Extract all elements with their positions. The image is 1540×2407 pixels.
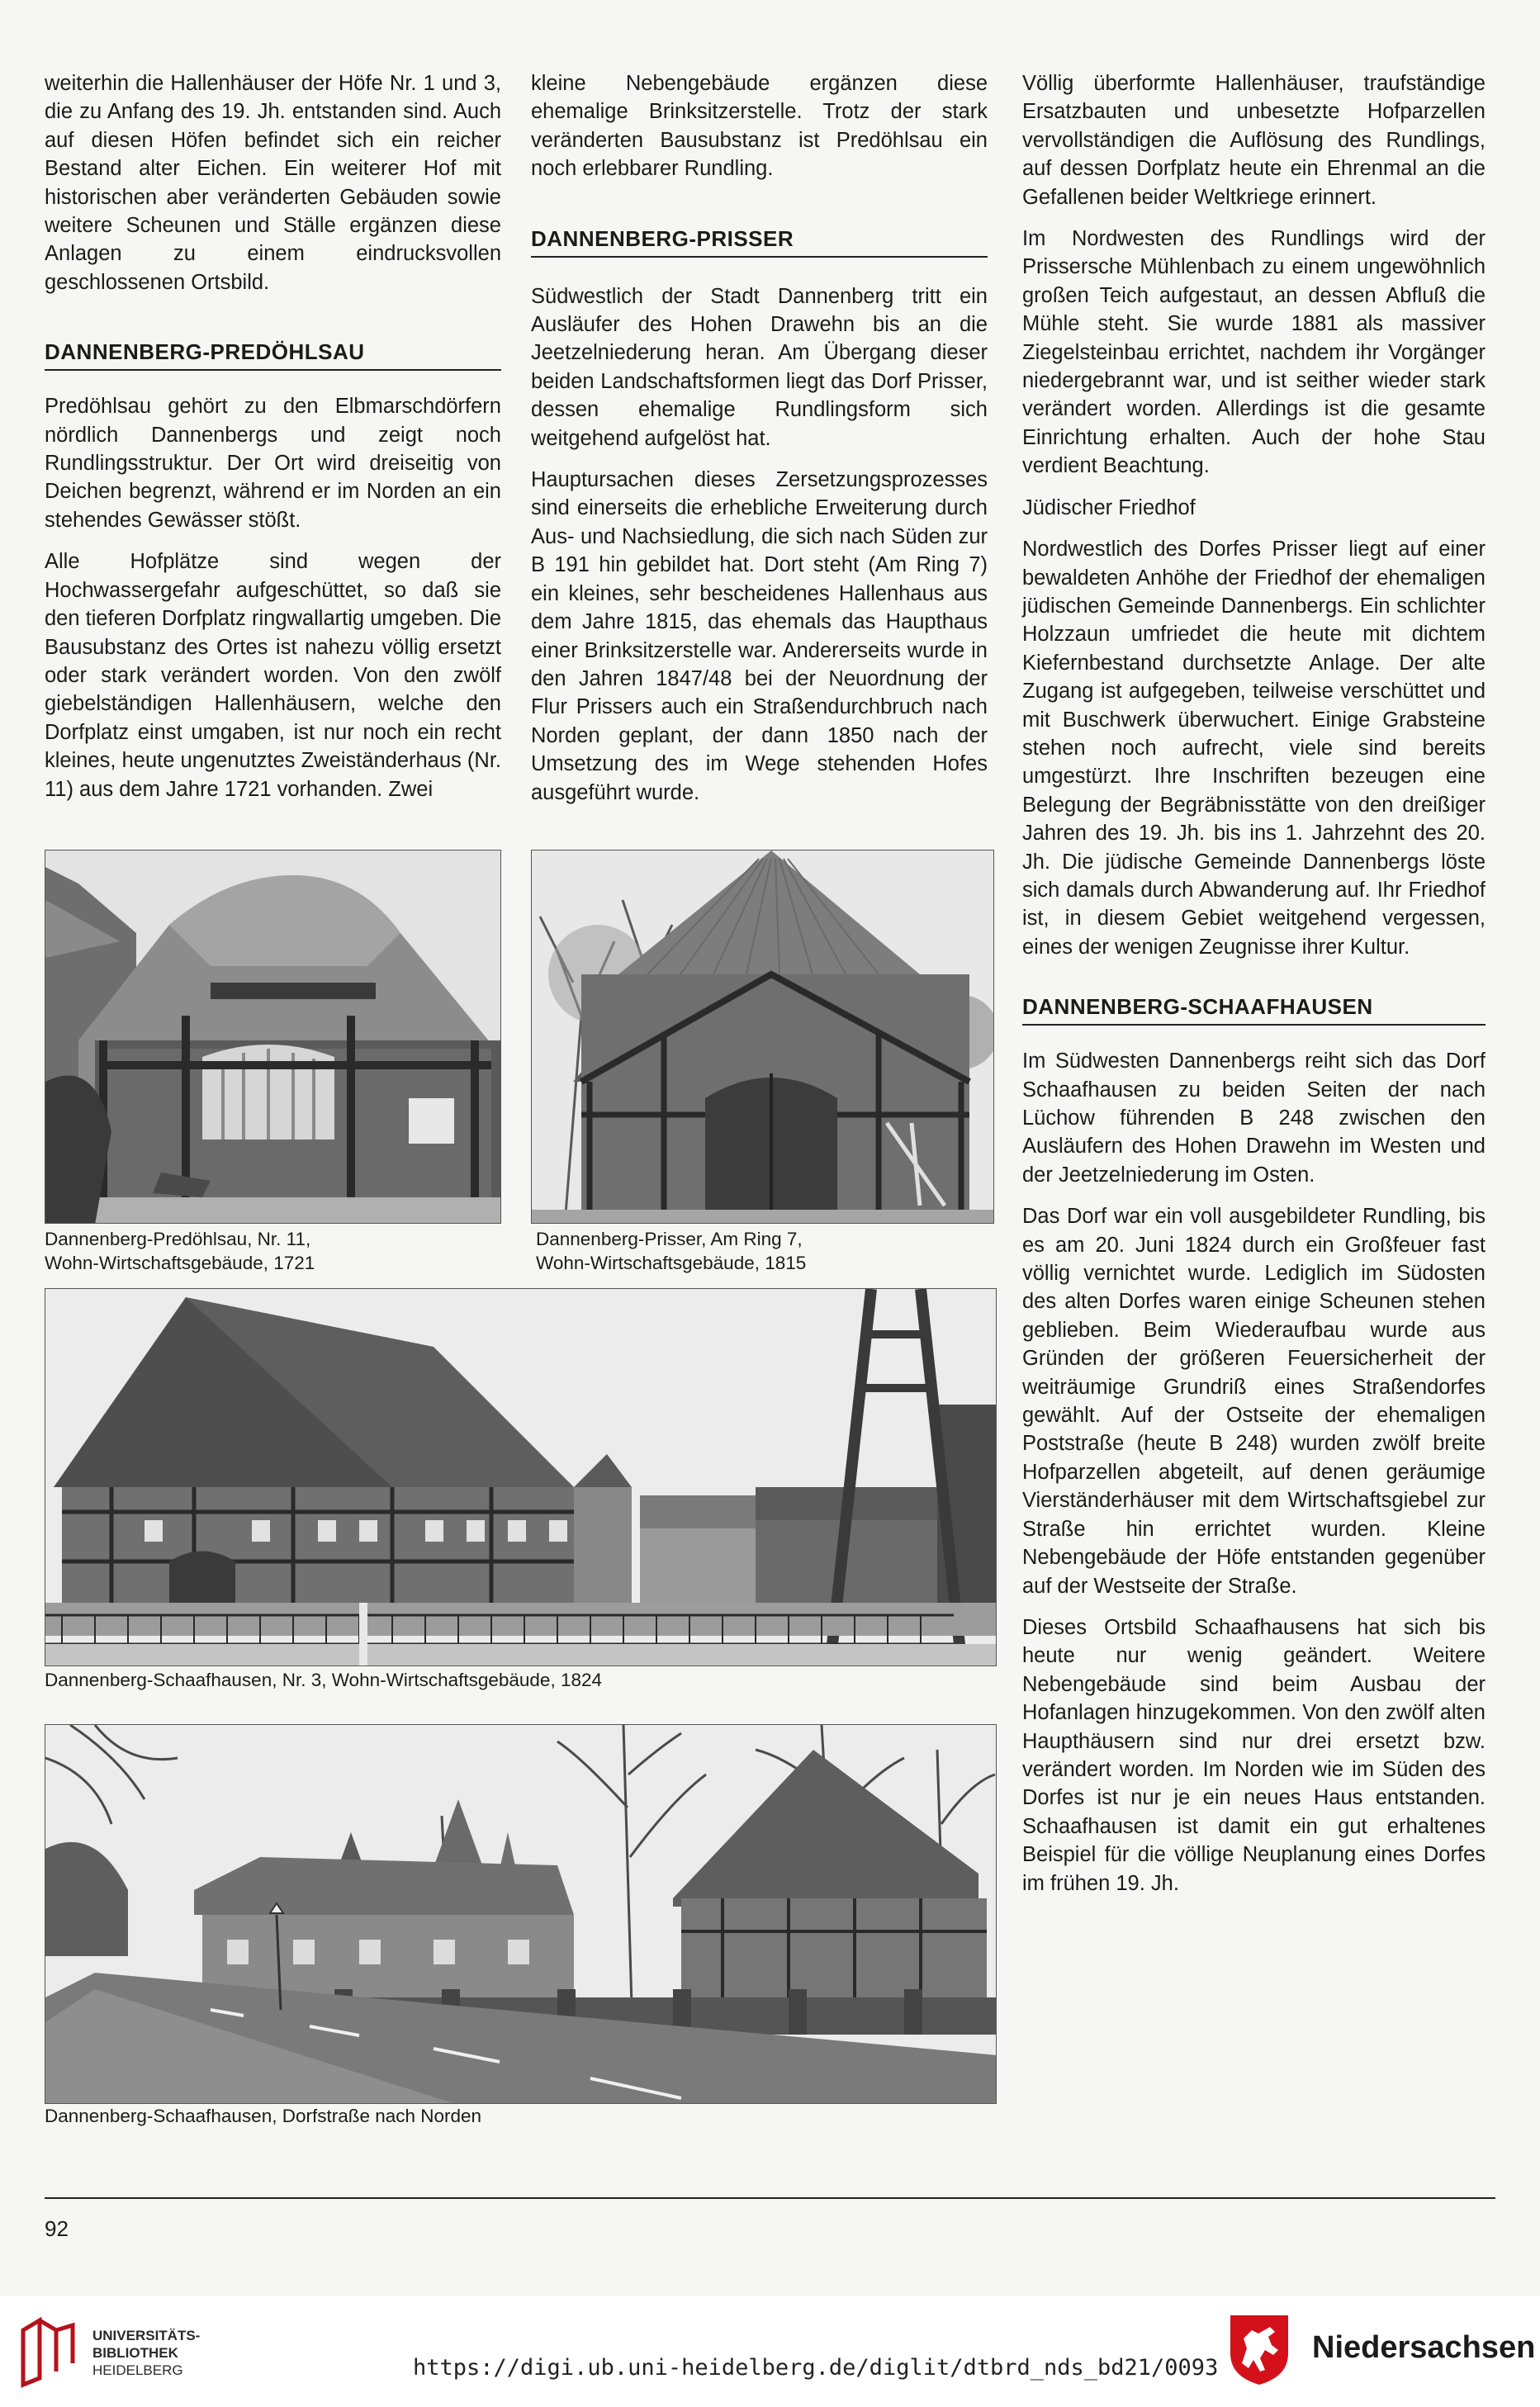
caption-line: Dannenberg-Predöhlsau, Nr. 11,	[45, 1229, 311, 1249]
footer-rule	[45, 2197, 1495, 2199]
university-library-logo-icon[interactable]	[17, 2314, 83, 2392]
paragraph: Das Dorf war ein voll ausgebildeter Rundling, bis es am 20. Juni 1824 durch ein Großfeuer fast völlig vernichtet wurde. Lediglich im Südosten des alten Dorfes waren einige Scheunen stehen geblieben. Beim Wiederaufbau wurde aus Gründen der größeren Feuersicherheit der weiträumige Grundriß eines Straßendorfes gewählt. Auf der Ostseite der ehemaligen Poststraße (heute B 248) wurden zwölf breite Hofparzellen abgeteilt, auf denen geräumige Vierständerhäuser mit dem Wirtschaftsgiebel zur Straße hin errichtet wurden. Kleine Nebengebäude der Höfe entstanden gegenüber auf der Westseite der Straße.	[1022, 1205, 1486, 1598]
niedersachsen-label: Niedersachsen	[1312, 2330, 1536, 2365]
section-heading-predoehlsau: DANNENBERG-PREDÖHLSAU	[45, 338, 501, 371]
photo-caption: Dannenberg-Schaafhausen, Nr. 3, Wohn-Wirtschaftsgebäude, 1824	[45, 1670, 602, 1690]
section-heading-schaafhausen: DANNENBERG-SCHAAFHAUSEN	[1022, 993, 1486, 1026]
library-name-line: UNIVERSITÄTS-	[92, 2328, 201, 2343]
photo-prisser-house	[531, 850, 994, 1224]
paragraph: Im Südwesten Dannenbergs reiht sich das Dorf Schaafhausen zu beiden Seiten der nach Lüchow führenden B 248 zwischen den Ausläufern des Hohen Drawehn im Westen und der Jeetzelniederung im Osten.	[1022, 1050, 1486, 1187]
permalink-url[interactable]: https://digi.ub.uni-heidelberg.de/diglit/dtbrd_nds_bd21/0093	[413, 2355, 1219, 2381]
university-library-name	[92, 2327, 200, 2379]
niedersachsen-horse-icon[interactable]	[1227, 2312, 1291, 2390]
text-column-3	[1022, 69, 1486, 1911]
library-name-line: BIBLIOTHEK	[92, 2345, 178, 2361]
viewer-footer	[0, 2296, 1540, 2407]
photo-caption	[536, 1227, 994, 1275]
paragraph: Südwestlich der Stadt Dannenberg tritt ein Ausläufer des Hohen Drawehn bis an die Jeetzelniederung heran. Am Übergang dieser beiden Landschaftsformen liegt das Dorf Prisser, dessen ehemalige Rundlingsform sich weitgehend aufgelöst hat.	[531, 284, 988, 450]
paragraph: Nordwestlich des Dorfes Prisser liegt auf einer bewaldeten Anhöhe der Friedhof der ehemaligen jüdischen Gemeinde Dannenbergs. Ein schlichter Holzzaun umfriedet die heute mit dichtem Kiefernbestand durchsetzte Anlage. Der alte Zugang ist aufgegeben, teilweise verschüttet und mit Buschwerk überwuchert. Einige Grabsteine stehen noch aufrecht, viele sind bereits umgestürzt. Ihre Inschriften bezeugen eine Belegung der Begräbnisstätte von den dreißiger Jahren des 19. Jh. bis ins 1. Jahrzehnt des 20. Jh. Die jüdische Gemeinde Dannenbergs löste sich damals durch Abwanderung auf. Ihr Friedhof ist, in diesem Gebiet weitgehend vergessen, eines der wenigen Zeugnisse ihrer Kultur.	[1022, 538, 1486, 959]
photo-schaafhausen-street	[45, 1724, 997, 2104]
paragraph: Alle Hofplätze sind wegen der Hochwassergefahr aufgeschüttet, so daß sie den tieferen Dorfplatz ringwallartig umgeben. Die Bausubstanz des Ortes ist nahezu völlig ersetzt oder stark verändert worden. Von den zwölf giebelständigen Hallenhäusern, welche den Dorfplatz einst umgaben, ist nur noch ein recht kleines, heute ungenutztes Zweiständerhaus (Nr. 11) aus dem Jahre 1721 vorhanden. Zwei	[45, 550, 501, 801]
page-number: 92	[45, 2216, 69, 2241]
paragraph: weiterhin die Hallenhäuser der Höfe Nr. 1 und 3, die zu Anfang des 19. Jh. entstanden sind. Auch auf diesen Höfen befindet sich ein reicher Bestand alter Eichen. Ein weiterer Hof mit historischen aber veränderten Gebäuden sowie weitere Scheunen und Ställe ergänzen diese Anlagen zu einem eindrucksvollen geschlossenen Ortsbild.	[45, 72, 501, 294]
section-heading-prisser: DANNENBERG-PRISSER	[531, 225, 988, 258]
paragraph: Völlig überformte Hallenhäuser, traufständige Ersatzbauten und unbesetzte Hofparzellen vervollständigen die Auflösung des Rundlings, auf dessen Dorfplatz heute ein Ehrenmal an die Gefallenen beider Weltkriege erinnert.	[1022, 72, 1486, 209]
paragraph: Predöhlsau gehört zu den Elbmarschdörfern nördlich Dannenbergs und zeigt noch Rundlingsstruktur. Der Ort wird dreiseitig von Deichen begrenzt, während er im Norden an ein stehendes Gewässer stößt.	[45, 395, 501, 532]
paragraph: kleine Nebengebäude ergänzen diese ehemalige Brinksitzerstelle. Trotz der stark veränderten Bausubstanz ist Predöhlsau ein noch erlebbarer Rundling.	[531, 72, 988, 181]
photo-schaafhausen-house-nr3	[45, 1288, 997, 1666]
paragraph: Dieses Ortsbild Schaafhausens hat sich bis heute nur wenig geändert. Weitere Nebengebäude sind beim Ausbau der Hofanlagen hinzugekommen. Von den zwölf alten Haupthäusern sind nur drei ersetzt bzw. verändert worden. Im Norden wie im Süden des Dorfes ist nur je ein neues Haus entstanden. Schaafhausen ist damit ein gut erhaltenes Beispiel für die völlige Neuplanung eines Dorfes im frühen 19. Jh.	[1022, 1615, 1486, 1895]
photo-caption	[45, 1227, 501, 1275]
caption-line: Wohn-Wirtschaftsgebäude, 1721	[45, 1253, 315, 1273]
photo-caption: Dannenberg-Schaafhausen, Dorfstraße nach Norden	[45, 2106, 482, 2126]
text-column-1	[45, 69, 501, 817]
photo-predoehlsau-house	[45, 850, 501, 1224]
caption-line: Wohn-Wirtschaftsgebäude, 1815	[536, 1253, 807, 1273]
library-name-line: HEIDELBERG	[92, 2362, 183, 2378]
subheading-juedischer-friedhof: Jüdischer Friedhof	[1022, 495, 1196, 519]
paragraph: Im Nordwesten des Rundlings wird der Prissersche Mühlenbach zu einem ungewöhnlich großen Teich aufgestaut, an dessen Abfluß die Mühle steht. Sie wurde 1881 als massiver Ziegelsteinbau errichtet, nachdem ihr Vorgänger niedergebrannt war, und ist seither wieder stark verändert worden. Allerdings ist die gesamte Einrichtung erhalten. Auch der hohe Stau verdient Beachtung.	[1022, 227, 1486, 478]
caption-line: Dannenberg-Prisser, Am Ring 7,	[536, 1229, 803, 1249]
paragraph: Hauptursachen dieses Zersetzungsprozesses sind einerseits die erhebliche Erweiterung durch Aus- und Nachsiedlung, die sich nach Süden zur B 191 hin gebildet hat. Dort steht (Am Ring 7) ein kleines, sehr bescheidenes Hallenhaus aus dem Jahre 1815, das ehemals das Haupthaus einer Brinksitzerstelle war. Andererseits wurde in den Jahren 1847/48 bei der Neuordnung der Flur Prissers auch ein Straßendurchbruch nach Norden geplant, der dann 1850 nach der Umsetzung des im Wege stehenden Hofes ausgeführt wurde.	[531, 468, 988, 804]
text-column-2	[531, 69, 988, 820]
